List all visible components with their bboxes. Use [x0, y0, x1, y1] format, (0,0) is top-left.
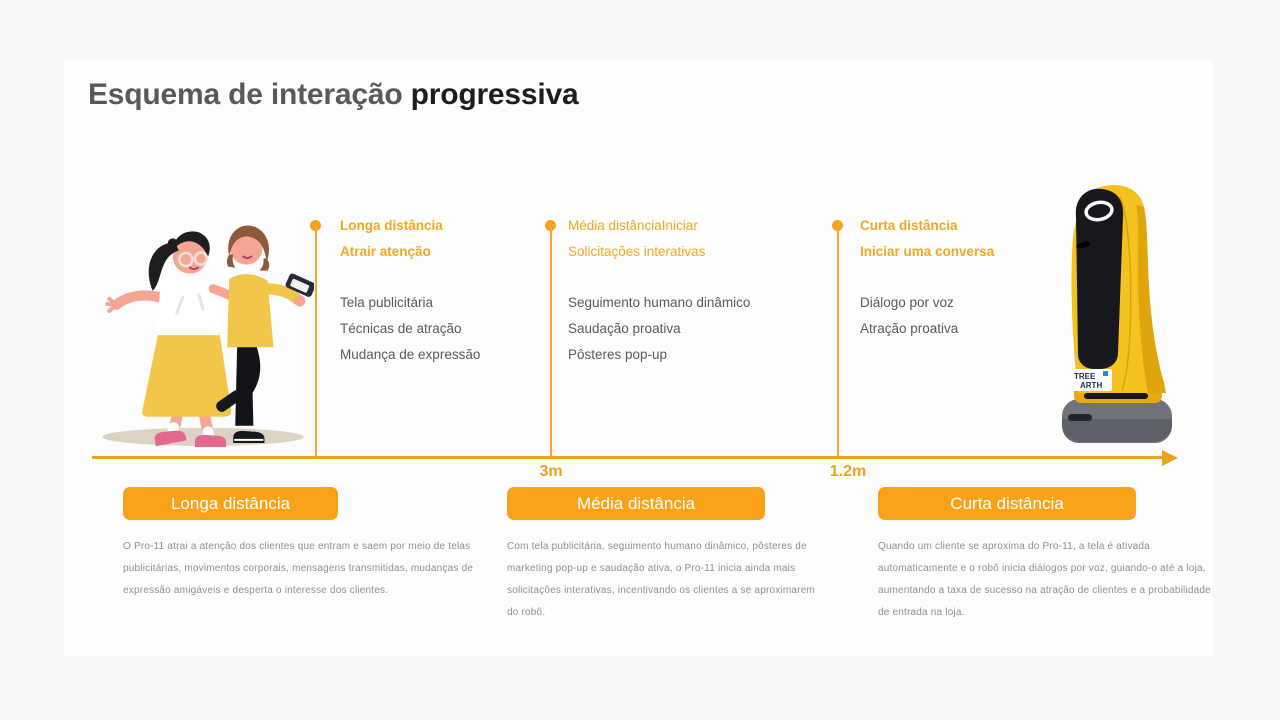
distance-marker-1-2m: 1.2m [829, 463, 867, 480]
timeline-vline-2 [550, 224, 552, 457]
column-3-items [860, 290, 958, 342]
distance-marker-3m: 3m [539, 463, 563, 480]
list-item: Tela publicitária [340, 295, 434, 310]
column-1-heading-line2: Atrair atenção [340, 244, 431, 259]
column-2-heading-line2: Solicitações interativas [568, 244, 706, 259]
distance-axis [92, 456, 1170, 459]
list-item: Mudança de expressão [340, 347, 481, 362]
column-2-items [568, 290, 750, 368]
robot-logo-line2: ARTH [1080, 381, 1103, 390]
banner-label: Média distância [576, 493, 696, 513]
robot-illustration [1050, 181, 1182, 453]
list-item: Saudação proativa [568, 321, 681, 336]
axis-arrowhead-icon [1162, 450, 1178, 466]
banner-label: Curta distância [950, 493, 1064, 513]
column-3-heading [860, 213, 994, 265]
timeline-vline-1 [315, 224, 317, 457]
title-part-2: progressiva [410, 78, 579, 111]
list-item: Atração proativa [860, 321, 959, 336]
description-curta-distancia: Quando um cliente se aproxima do Pro-11, a tela é ativada automaticamente e o robô inicia diálogos por voz, guiando-o até a loja, aumentando a taxa de sucesso na atração de clientes e a probabilidade de entrada na loja. [878, 541, 1211, 618]
robot-logo-line1: TREE [1074, 372, 1096, 381]
column-2-heading [568, 213, 705, 265]
banner-media-distancia [507, 487, 765, 520]
column-2-heading-line1: Média distânciaIniciar [568, 218, 698, 233]
banner-curta-distancia [878, 487, 1136, 520]
slide-title [88, 78, 578, 112]
list-item: Pôsteres pop-up [568, 347, 668, 362]
banner-longa-distancia [123, 487, 338, 520]
customers-illustration [92, 184, 314, 451]
list-item: Seguimento humano dinâmico [568, 295, 751, 310]
banner-label: Longa distância [170, 493, 291, 513]
column-3-heading-line1: Curta distância [860, 218, 958, 233]
timeline-vline-3 [837, 224, 839, 457]
title-part-1: Esquema de interação [88, 78, 411, 111]
description-media-distancia: Com tela publicitária, seguimento humano dinâmico, pôsteres de marketing pop-up e saudação ativa, o Pro-11 inicia ainda mais solicitações interativas, incentivando os clientes a se aproximarem do robô. [507, 541, 815, 618]
robot-screen [1076, 189, 1123, 369]
column-1-heading [340, 213, 443, 265]
description-longa-distancia: O Pro-11 atrai a atenção dos clientes que entram e saem por meio de telas publicitárias, movimentos corporais, mensagens transmitidas, mudanças de expressão amigáveis e desperta o interesse dos clientes. [123, 541, 474, 596]
column-3-heading-line2: Iniciar uma conversa [860, 244, 995, 259]
column-1-heading-line1: Longa distância [340, 218, 443, 233]
column-1-items [340, 290, 480, 368]
list-item: Diálogo por voz [860, 295, 954, 310]
list-item: Técnicas de atração [340, 321, 462, 336]
